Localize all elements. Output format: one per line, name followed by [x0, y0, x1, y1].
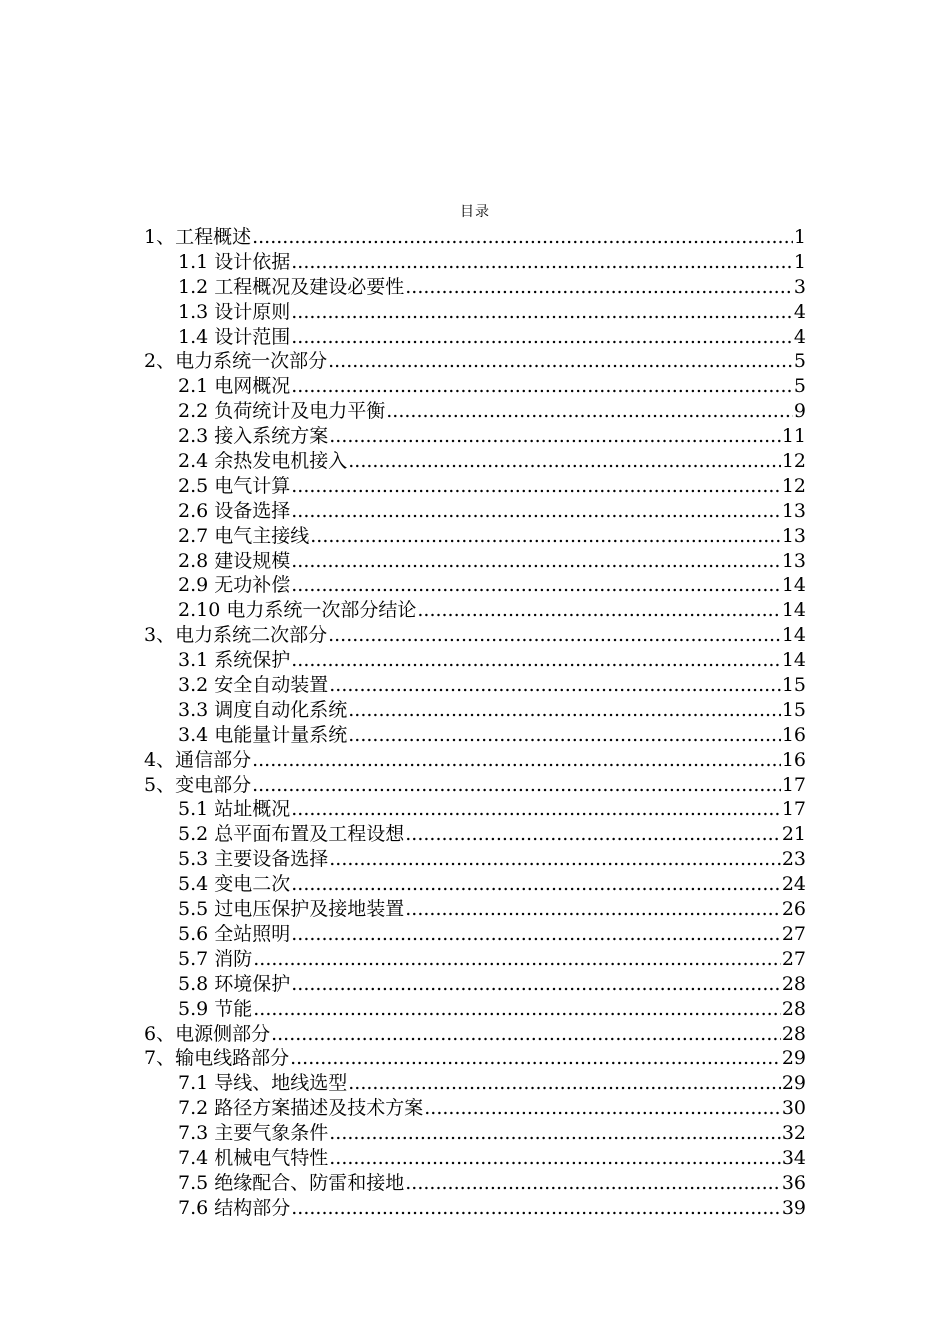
toc-entry-page-number: 27	[781, 947, 806, 970]
toc-entry-label: 5.5 过电压保护及接地装置	[178, 898, 405, 921]
toc-entry-label: 3.2 安全自动装置	[178, 674, 329, 697]
toc-dot-leader	[348, 1071, 781, 1096]
toc-entry-page-number: 17	[781, 798, 806, 821]
toc-entry-page-number: 5	[793, 375, 806, 398]
toc-entry-page-number: 21	[781, 823, 806, 846]
toc-entry[interactable]	[144, 1071, 806, 1096]
toc-entry-label: 7、输电线路部分	[144, 1047, 290, 1070]
toc-entry[interactable]	[144, 698, 806, 723]
toc-dot-leader	[291, 374, 793, 399]
toc-entry-label: 2.8 建设规模	[178, 549, 291, 572]
toc-dot-leader	[329, 1146, 781, 1171]
toc-entry[interactable]	[144, 1096, 806, 1121]
toc-entry-label: 6、电源侧部分	[144, 1022, 271, 1045]
toc-entry-page-number: 15	[781, 698, 806, 721]
toc-entry-page-number: 4	[793, 300, 806, 323]
toc-entry[interactable]	[144, 748, 806, 773]
toc-entry-page-number: 29	[781, 1047, 806, 1070]
toc-entry-label: 3.1 系统保护	[178, 649, 291, 672]
toc-dot-leader	[252, 773, 781, 798]
toc-entry-page-number: 28	[781, 972, 806, 995]
toc-entry[interactable]	[144, 1146, 806, 1171]
toc-entry-page-number: 16	[781, 723, 806, 746]
toc-dot-leader	[271, 1022, 781, 1047]
toc-dot-leader	[291, 872, 781, 897]
toc-entry[interactable]	[144, 872, 806, 897]
toc-entry[interactable]	[144, 524, 806, 549]
toc-entry[interactable]	[144, 374, 806, 399]
toc-entry-page-number: 1	[793, 226, 806, 248]
toc-dot-leader	[291, 922, 781, 947]
toc-entry-label: 2.6 设备选择	[178, 499, 291, 522]
toc-entry[interactable]	[144, 1196, 806, 1221]
toc-dot-leader	[291, 797, 781, 822]
toc-entry[interactable]	[144, 499, 806, 524]
toc-entry[interactable]	[144, 474, 806, 499]
toc-entry-page-number: 26	[781, 898, 806, 921]
toc-entry[interactable]	[144, 275, 806, 300]
toc-entry-label: 5.8 环境保护	[178, 972, 291, 995]
toc-entry-page-number: 23	[781, 848, 806, 871]
toc-entry[interactable]	[144, 1022, 806, 1047]
toc-dot-leader	[329, 673, 781, 698]
toc-entry-page-number: 5	[793, 350, 806, 373]
toc-entry[interactable]	[144, 549, 806, 574]
toc-dot-leader	[329, 424, 781, 449]
toc-entry-page-number: 36	[781, 1171, 806, 1194]
toc-dot-leader	[329, 847, 781, 872]
toc-entry-label: 7.2 路径方案描述及技术方案	[178, 1097, 424, 1120]
toc-dot-leader	[291, 300, 793, 325]
toc-entry-label: 2.5 电气计算	[178, 474, 291, 497]
toc-entry[interactable]	[144, 424, 806, 449]
toc-dot-leader	[290, 1046, 781, 1071]
toc-dot-leader	[291, 1196, 781, 1221]
toc-dot-leader	[253, 947, 781, 972]
toc-entry-page-number: 14	[781, 624, 806, 647]
toc-entry[interactable]	[144, 349, 806, 374]
toc-dot-leader	[291, 573, 781, 598]
toc-entry-label: 7.6 结构部分	[178, 1196, 291, 1219]
toc-dot-leader	[252, 748, 781, 773]
toc-entry-label: 5.9 节能	[178, 997, 253, 1020]
toc-entry[interactable]	[144, 1046, 806, 1071]
toc-entry[interactable]	[144, 822, 806, 847]
toc-dot-leader	[291, 474, 781, 499]
toc-dot-leader	[348, 698, 781, 723]
toc-entry-page-number: 14	[781, 649, 806, 672]
toc-entry[interactable]	[144, 997, 806, 1022]
toc-dot-leader	[405, 275, 793, 300]
toc-dot-leader	[253, 997, 781, 1022]
toc-entry-label: 5.7 消防	[178, 947, 253, 970]
table-of-contents	[144, 225, 806, 1221]
toc-entry[interactable]	[144, 947, 806, 972]
toc-dot-leader	[405, 822, 781, 847]
toc-entry-page-number: 29	[781, 1072, 806, 1095]
toc-dot-leader	[310, 524, 781, 549]
toc-entry-page-number: 34	[781, 1146, 806, 1169]
toc-entry-page-number: 9	[793, 400, 806, 423]
toc-entry-label: 4、通信部分	[144, 748, 252, 771]
toc-dot-leader	[291, 972, 781, 997]
toc-entry-label: 7.3 主要气象条件	[178, 1122, 329, 1145]
toc-dot-leader	[291, 250, 793, 275]
toc-dot-leader	[291, 499, 781, 524]
toc-entry[interactable]	[144, 399, 806, 424]
toc-entry-label: 5.1 站址概况	[178, 798, 291, 821]
toc-dot-leader	[329, 1121, 781, 1146]
toc-entry[interactable]	[144, 972, 806, 997]
toc-entry-page-number: 28	[781, 1022, 806, 1045]
toc-entry-page-number: 17	[781, 773, 806, 796]
toc-entry-label: 7.4 机械电气特性	[178, 1146, 329, 1169]
toc-entry-label: 2.9 无功补偿	[178, 574, 291, 597]
toc-entry[interactable]	[144, 300, 806, 325]
toc-entry-page-number: 12	[781, 450, 806, 473]
toc-entry[interactable]	[144, 847, 806, 872]
toc-dot-leader	[405, 897, 781, 922]
toc-dot-leader	[386, 399, 793, 424]
toc-entry[interactable]	[144, 1121, 806, 1146]
toc-entry-page-number: 4	[793, 325, 806, 348]
toc-entry[interactable]	[144, 673, 806, 698]
toc-entry-page-number: 27	[781, 922, 806, 945]
toc-dot-leader	[348, 449, 781, 474]
toc-dot-leader	[348, 723, 781, 748]
toc-dot-leader	[424, 1096, 781, 1121]
toc-entry-label: 3、电力系统二次部分	[144, 624, 328, 647]
toc-entry-label: 2.4 余热发电机接入	[178, 450, 348, 473]
toc-entry-label: 5.4 变电二次	[178, 873, 291, 896]
toc-entry[interactable]	[144, 773, 806, 798]
toc-entry-page-number: 30	[781, 1097, 806, 1120]
toc-entry-page-number: 39	[781, 1196, 806, 1219]
toc-entry[interactable]	[144, 922, 806, 947]
toc-entry[interactable]	[144, 897, 806, 922]
toc-entry-label: 1.1 设计依据	[178, 250, 291, 273]
toc-entry[interactable]	[144, 1171, 806, 1196]
toc-entry-label: 5.3 主要设备选择	[178, 848, 329, 871]
toc-dot-leader	[291, 648, 781, 673]
toc-entry-page-number: 28	[781, 997, 806, 1020]
toc-entry-page-number: 24	[781, 873, 806, 896]
toc-entry-page-number: 13	[781, 549, 806, 572]
toc-entry-label: 2.10 电力系统一次部分结论	[178, 599, 417, 622]
toc-entry-label: 2、电力系统一次部分	[144, 350, 328, 373]
toc-entry[interactable]	[144, 623, 806, 648]
toc-dot-leader	[291, 549, 781, 574]
toc-dot-leader	[328, 349, 793, 374]
toc-entry[interactable]	[144, 598, 806, 623]
toc-entry-label: 1.2 工程概况及建设必要性	[178, 275, 405, 298]
toc-entry-label: 2.3 接入系统方案	[178, 425, 329, 448]
toc-entry-label: 3.4 电能量计量系统	[178, 723, 348, 746]
toc-entry-page-number: 32	[781, 1122, 806, 1145]
toc-entry-label: 1、工程概述	[144, 226, 252, 248]
toc-entry-label: 5.2 总平面布置及工程设想	[178, 823, 405, 846]
toc-entry[interactable]	[144, 573, 806, 598]
toc-entry-page-number: 11	[781, 425, 806, 448]
toc-entry-page-number: 14	[781, 599, 806, 622]
toc-entry[interactable]	[144, 225, 806, 250]
toc-entry-page-number: 13	[781, 499, 806, 522]
toc-entry-label: 2.2 负荷统计及电力平衡	[178, 400, 386, 423]
toc-entry-label: 1.3 设计原则	[178, 300, 291, 323]
toc-entry-label: 7.5 绝缘配合、防雷和接地	[178, 1171, 405, 1194]
toc-entry[interactable]	[144, 250, 806, 275]
toc-entry-label: 2.1 电网概况	[178, 375, 291, 398]
toc-entry[interactable]	[144, 648, 806, 673]
toc-entry-label: 7.1 导线、地线选型	[178, 1072, 348, 1095]
toc-dot-leader	[405, 1171, 781, 1196]
toc-title: 目录	[460, 204, 490, 220]
toc-entry-page-number: 1	[793, 250, 806, 273]
toc-entry-page-number: 12	[781, 474, 806, 497]
toc-entry-page-number: 3	[793, 275, 806, 298]
toc-entry[interactable]	[144, 723, 806, 748]
toc-dot-leader	[291, 325, 793, 350]
toc-entry-label: 5、变电部分	[144, 773, 252, 796]
toc-dot-leader	[252, 225, 793, 250]
toc-dot-leader	[328, 623, 781, 648]
toc-entry-label: 1.4 设计范围	[178, 325, 291, 348]
toc-entry-page-number: 14	[781, 574, 806, 597]
toc-entry[interactable]	[144, 797, 806, 822]
toc-entry-label: 5.6 全站照明	[178, 922, 291, 945]
toc-entry[interactable]	[144, 449, 806, 474]
toc-entry-label: 2.7 电气主接线	[178, 524, 310, 547]
toc-entry-page-number: 15	[781, 674, 806, 697]
toc-dot-leader	[417, 598, 780, 623]
toc-entry-page-number: 13	[781, 524, 806, 547]
toc-entry-label: 3.3 调度自动化系统	[178, 698, 348, 721]
toc-entry-page-number: 16	[781, 748, 806, 771]
toc-entry[interactable]	[144, 325, 806, 350]
